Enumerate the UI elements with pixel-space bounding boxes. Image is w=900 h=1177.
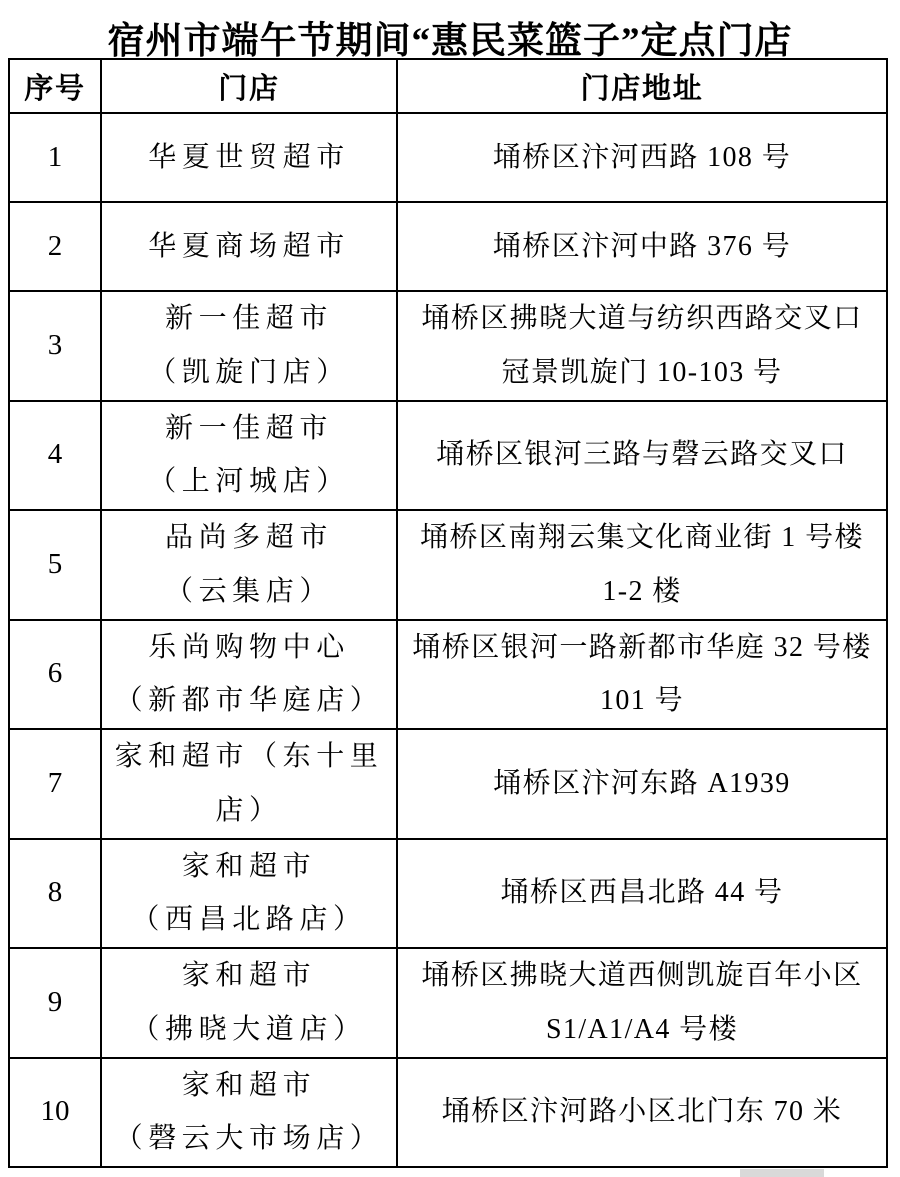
store-address-line: 埇桥区南翔云集文化商业街 1 号楼: [420, 522, 864, 553]
cell-store-name: [101, 839, 397, 949]
table-row: [9, 620, 887, 730]
store-address-line: 冠景凯旋门 10-103 号: [501, 356, 783, 388]
table-row: [9, 948, 887, 1058]
table-row: [9, 113, 887, 202]
cell-serial-number: 4: [9, 401, 101, 511]
store-address-line: 埇桥区汴河西路 108 号: [492, 141, 792, 173]
cell-store-address: [397, 948, 887, 1058]
table-row: [9, 202, 887, 291]
table-row: [9, 1058, 887, 1168]
store-name-line: 店）: [215, 794, 283, 826]
store-address-line: 1-2 楼: [602, 575, 682, 607]
cell-store-address: [397, 1058, 887, 1168]
cell-store-address: [397, 839, 887, 949]
store-name-line: 家和超市: [181, 960, 317, 991]
store-address-line: 埇桥区拂晓大道西侧凯旋百年小区: [421, 960, 863, 991]
store-address-line: 101 号: [599, 685, 684, 717]
store-name-line: （新都市华庭店）: [114, 685, 384, 717]
cell-serial-number: 3: [9, 291, 101, 401]
store-name-line: （上河城店）: [148, 466, 350, 498]
store-address-line: 埇桥区汴河东路 A1939: [493, 767, 791, 799]
cell-store-address: [397, 202, 887, 291]
page-title: 宿州市端午节期间“惠民菜篮子”定点门店: [107, 21, 793, 62]
store-address-line: 埇桥区汴河中路 376 号: [492, 230, 792, 262]
cut-off-element: [740, 1169, 824, 1177]
cell-store-address: [397, 401, 887, 511]
cell-store-name: [101, 113, 397, 202]
cell-serial-number: 6: [9, 620, 101, 730]
table-header-row: [9, 59, 887, 113]
store-name-line: 乐尚购物中心: [148, 631, 350, 663]
table-row: [9, 510, 887, 620]
table-body: [9, 113, 887, 1167]
header-store-address: 门店地址: [397, 59, 887, 113]
store-name-line: （磬云大市场店）: [114, 1123, 384, 1155]
store-address-line: 埇桥区汴河路小区北门东 70 米: [441, 1096, 843, 1128]
cell-store-name: [101, 291, 397, 401]
stores-table: [8, 58, 888, 1168]
table-row: [9, 839, 887, 949]
header-store: 门店: [101, 59, 397, 113]
cell-serial-number: 1: [9, 113, 101, 202]
store-name-line: （云集店）: [164, 575, 333, 607]
store-name-line: （拂晓大道店）: [131, 1013, 367, 1045]
store-address-line: 埇桥区西昌北路 44 号: [500, 877, 784, 909]
cell-store-address: [397, 291, 887, 401]
table-row: [9, 291, 887, 401]
cell-store-name: [101, 620, 397, 730]
store-name-line: 家和超市: [181, 850, 317, 882]
store-name-line: 品尚多超市: [164, 522, 333, 553]
store-name-line: 家和超市（东十里: [114, 741, 384, 772]
cell-store-name: [101, 510, 397, 620]
store-name-line: 家和超市: [181, 1069, 317, 1101]
cell-serial-number: 8: [9, 839, 101, 949]
cell-store-address: [397, 113, 887, 202]
cell-store-name: [101, 729, 397, 839]
cell-store-name: [101, 1058, 397, 1168]
store-address-line: 埇桥区拂晓大道与纺织西路交叉口: [421, 303, 863, 334]
cell-serial-number: 5: [9, 510, 101, 620]
cell-store-name: [101, 948, 397, 1058]
store-name-line: 华夏商场超市: [148, 230, 350, 262]
table-row: [9, 729, 887, 839]
store-name-line: 新一佳超市: [164, 412, 333, 444]
store-name-line: （西昌北路店）: [131, 904, 367, 936]
store-address-line: 埇桥区银河三路与磬云路交叉口: [436, 439, 848, 471]
cell-store-address: [397, 620, 887, 730]
cell-serial-number: 9: [9, 948, 101, 1058]
store-name-line: 新一佳超市: [164, 303, 333, 334]
cell-serial-number: 7: [9, 729, 101, 839]
cell-store-name: [101, 202, 397, 291]
header-serial-number: 序号: [9, 59, 101, 113]
store-name-line: （凯旋门店）: [148, 356, 350, 388]
store-address-line: 埇桥区银河一路新都市华庭 32 号楼: [412, 631, 872, 663]
store-name-line: 华夏世贸超市: [148, 141, 350, 173]
cell-store-address: [397, 510, 887, 620]
store-address-line: S1/A1/A4 号楼: [546, 1013, 738, 1045]
cell-serial-number: 2: [9, 202, 101, 291]
cell-serial-number: 10: [9, 1058, 101, 1168]
cell-store-address: [397, 729, 887, 839]
cell-store-name: [101, 401, 397, 511]
table-row: [9, 401, 887, 511]
